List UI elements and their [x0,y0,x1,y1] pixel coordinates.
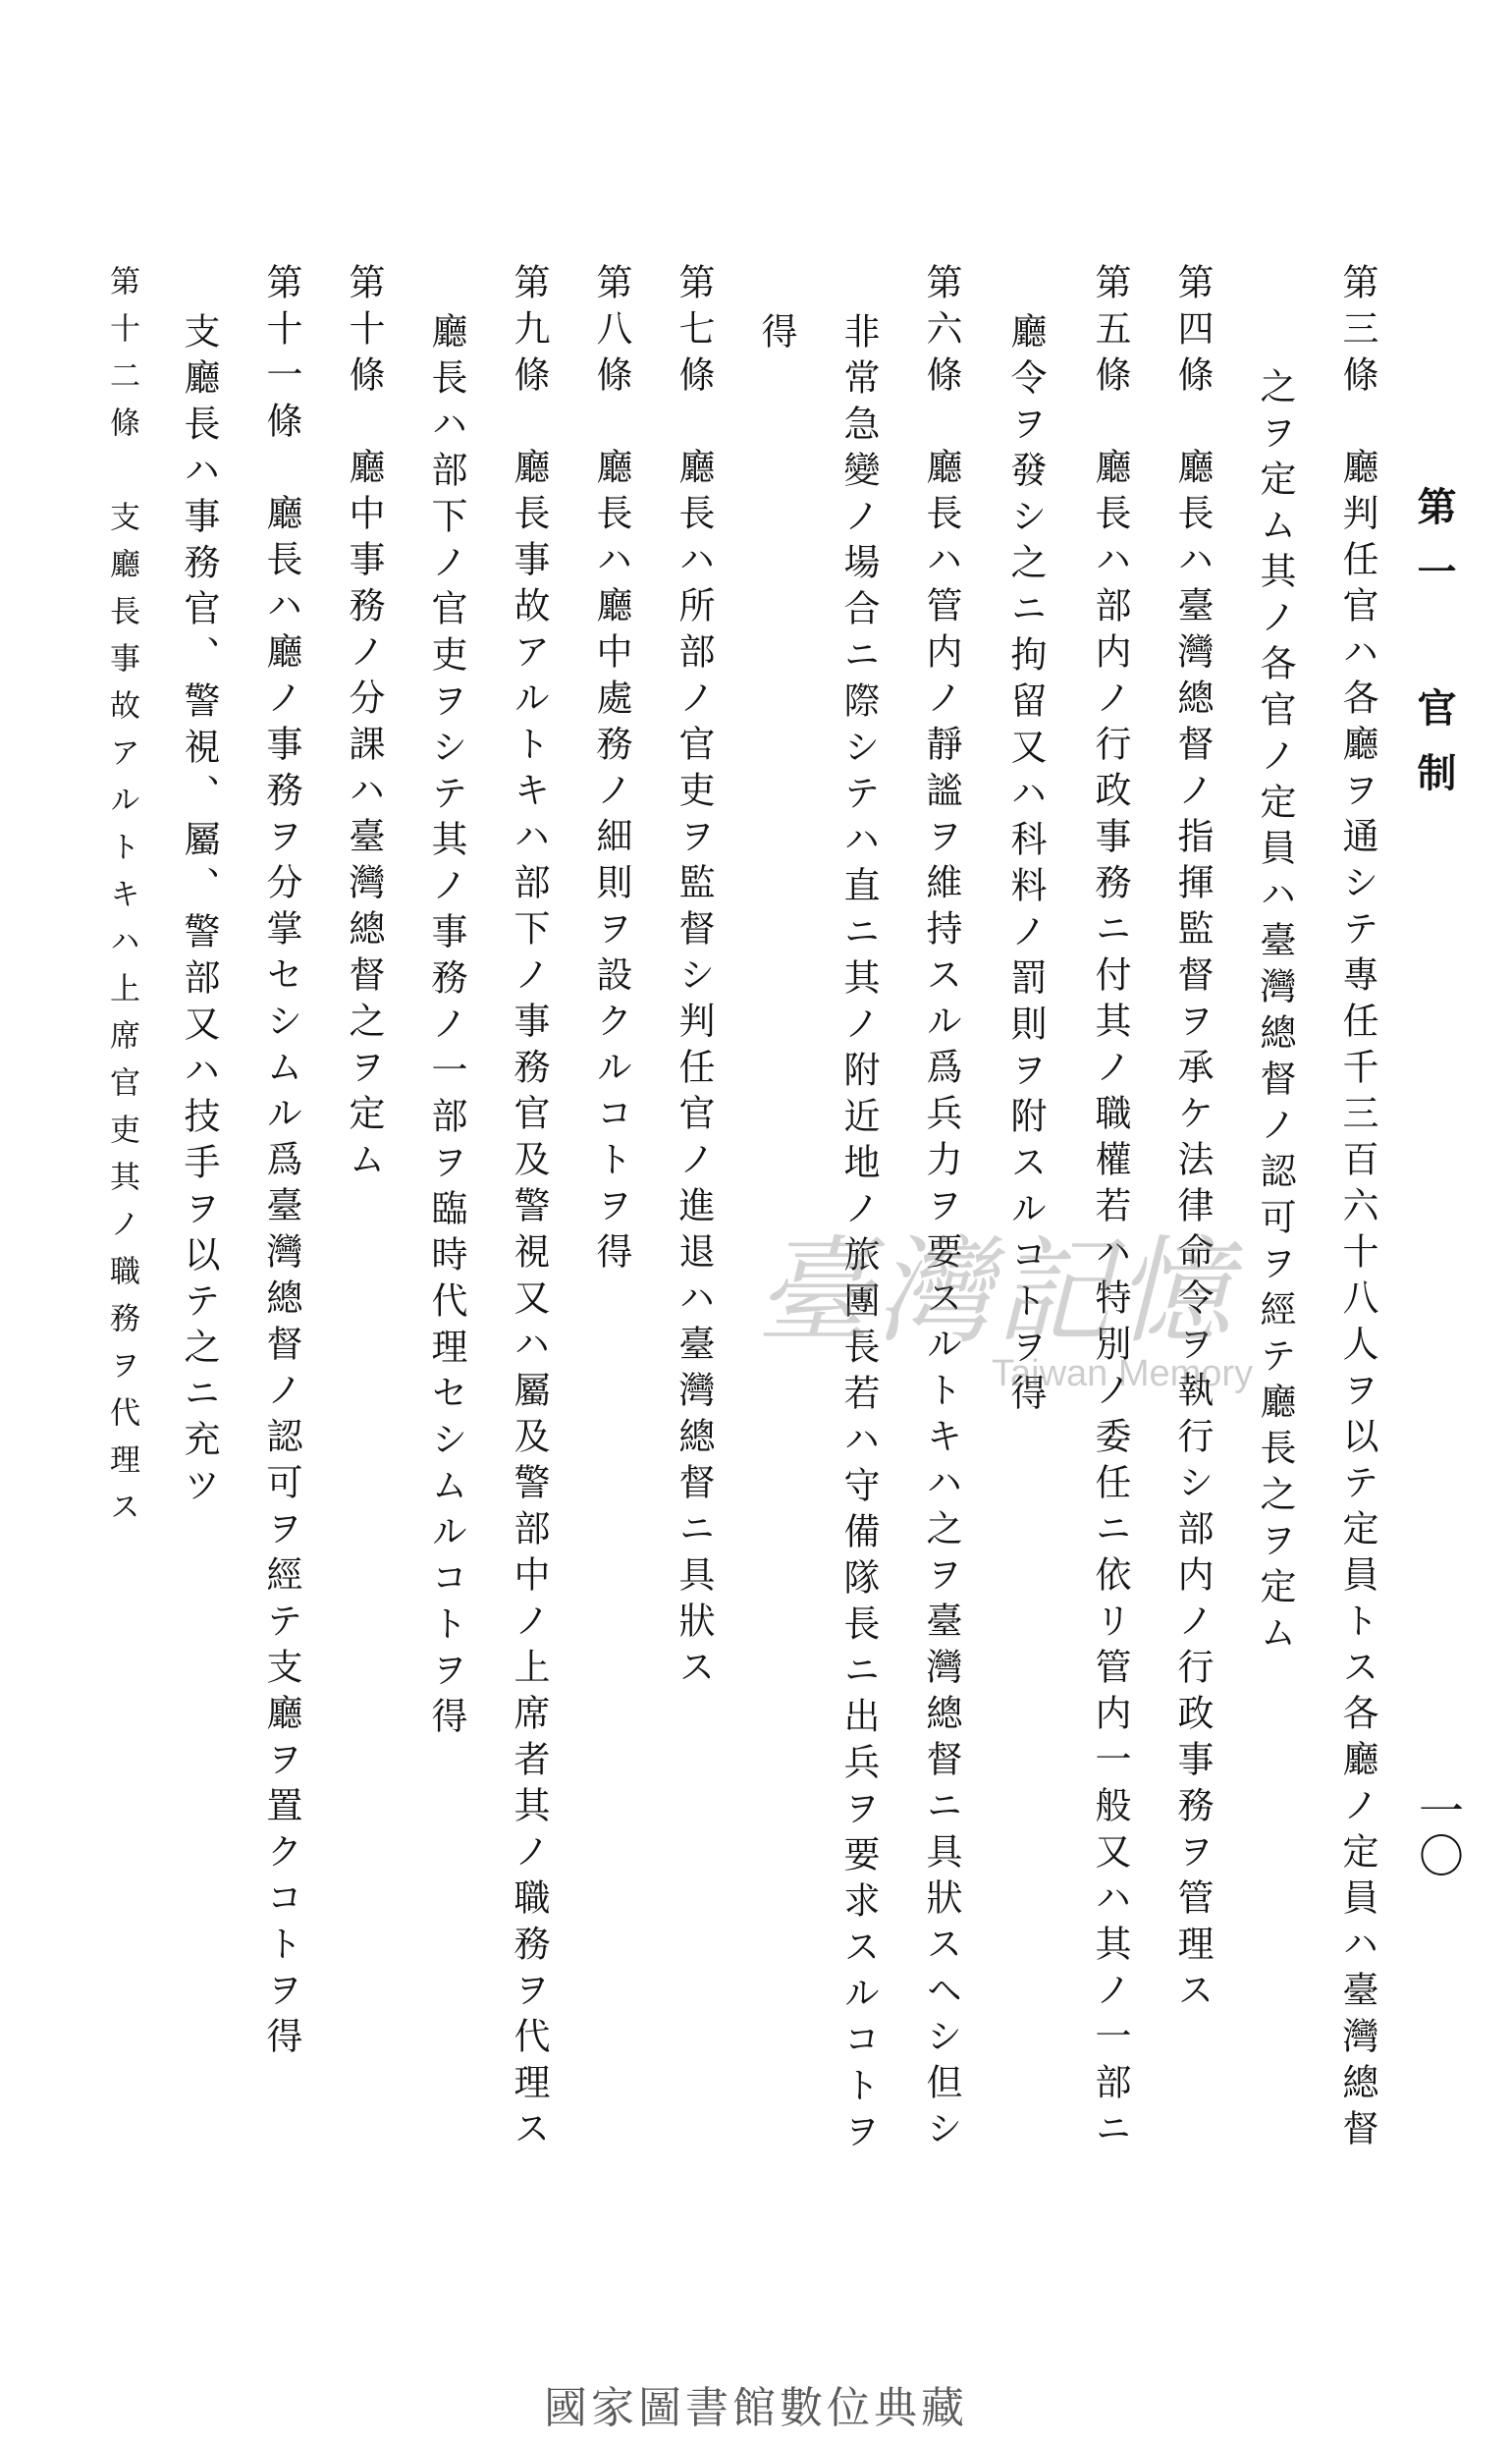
text-column-15: 支廳長ハ事務官、警視、屬、警部又ハ技手ヲ以テ之ニ充ツ [178,312,220,1512]
chapter-heading: 第一 官制 [1411,486,1457,817]
text-column-6: 第六條 廳長ハ管内ノ靜謐ヲ維持スル爲兵力ヲ要スルトキハ之ヲ臺灣總督ニ具狀スヘシ但シ [920,263,962,2155]
text-column-11: 第九條 廳長事故アルトキハ部下ノ事務官及警視又ハ屬及警部中ノ上席者其ノ職務ヲ代理ス [508,263,550,2155]
text-column-3: 第四條 廳長ハ臺灣總督ノ指揮監督ヲ承ケ法律命令ヲ執行シ部内ノ行政事務ヲ管理ス [1171,263,1214,2017]
watermark-subtitle: Taiwan Memory [992,1353,1254,1394]
text-column-13: 第十條 廳中事務ノ分課ハ臺灣總督之ヲ定ム [343,263,385,1186]
text-column-7: 非常急變ノ場合ニ際シテハ直ニ其ノ附近地ノ旅團長若ハ守備隊長ニ出兵ヲ要求スルコトヲ [837,312,880,2158]
page-number: 一〇 [1412,1787,1465,1877]
text-column-5: 廳令ヲ發シ之ニ拘留又ハ科料ノ罰則ヲ附スルコトヲ得 [1004,312,1047,1420]
text-column-4: 第五條 廳長ハ部内ノ行政事務ニ付其ノ職權若ハ特別ノ委任ニ依リ管内一般又ハ其ノ一部ニ [1089,263,1131,2155]
text-column-14: 第十一條 廳長ハ廳ノ事務ヲ分掌セシムル爲臺灣總督ノ認可ヲ經テ支廳ヲ置クコトヲ得 [260,263,302,2063]
text-column-8: 得 [755,312,797,358]
text-column-10: 第八條 廳長ハ廳中處務ノ細則ヲ設クルコトヲ得 [590,263,632,1278]
text-column-9: 第七條 廳長ハ所部ノ官吏ヲ監督シ判任官ノ進退ハ臺灣總督ニ具狀ス [673,263,715,1694]
watermark-title: 臺灣記憶 [756,1223,1236,1359]
text-column-2: 之ヲ定ム其ノ各官ノ定員ハ臺灣總督ノ認可ヲ經テ廳長之ヲ定ム [1254,367,1296,1659]
text-column-12: 廳長ハ部下ノ官吏ヲシテ其ノ事務ノ一部ヲ臨時代理セシムルコトヲ得 [425,312,467,1743]
text-column-16: 第十二條 支廳長事故アルトキハ上席官吏其ノ職務ヲ代理ス [104,265,139,1538]
text-column-1: 第三條 廳判任官ハ各廳ヲ通シテ專任千三百六十八人ヲ以テ定員トス各廳ノ定員ハ臺灣總督 [1336,263,1378,2155]
footer-credit: 國家圖書館數位典藏 [544,2383,968,2433]
